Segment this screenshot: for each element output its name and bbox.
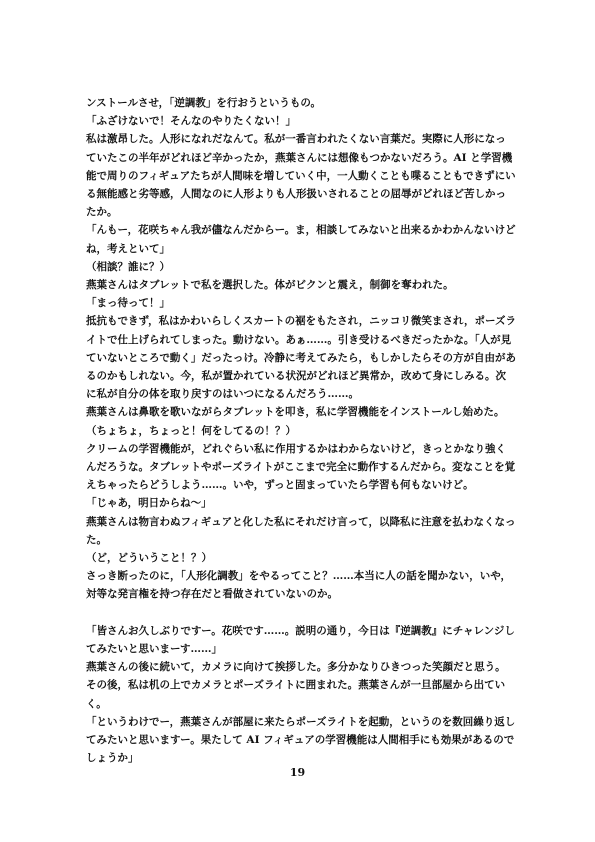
paragraph: クリームの学習機能が，どれぐらい私に作用するかはわからないけど，きっとかなり強くんだろうな。タブレットやポーズライトがここまで完全に動作するんだから。変なことを覚えちゃったらどうしよう……。いや，ずっと固まっていたら学習も何もないけど。 [86,442,516,492]
dialogue-line: 「んもー，花咲ちゃん我が儘なんだからー。ま，相談してみないと出来るかわかんないけどね，考えといて」 [86,224,516,255]
dialogue-line: 「皆さんお久しぶりですー。花咲です……。説明の通り，今日は『逆調教』にチャレンジしてみたいと思いまーす……」 [86,624,515,656]
section-break [86,604,516,622]
dialogue-line: 「ふざけないで！そんなのやりたくない！」 [86,115,296,128]
body-text [86,94,516,768]
paragraph: 燕葉さんはタブレットで私を選択した。体がビクンと震え，制御を奪われた。 [86,279,454,292]
paragraph: 抵抗もできず，私はかわいらしくスカートの裾をもたされ，ニッコリ微笑まされ，ポーズライトで仕上げられてしまった。動けない。あぁ……。引き受けるべきだったかな。「人が見ていないところで動く」だったっけ。冷静に考えてみたら，もしかしたらその方が自由があるのかもしれない。今，私が置かれている状況がどれほど異常か，改めて身にしみる。次に私が自分の体を取り戻すのはいつになるんだろう……。 [86,315,516,401]
paragraph: 燕葉さんは物言わぬフィギュアと化した私にそれだけ言って，以降私に注意を払わなくなった。 [86,515,516,546]
paragraph: ンストールさせ，「逆調教」を行おうというもの。 [86,97,321,109]
paragraph: 私は激昂した。人形になれだなんて。私が一番言われたくない言葉だ。実際に人形になっていたこの半年がどれほど辛かったか，燕葉さんには想像もつかないだろう。AI と学習機能で周りのフィギュアたちが人間味を増していく中，一人動くことも喋ることもできずにいる無能感と劣等感，人間なのに人形よりも人形扱いされることの屈辱がどれほど苦しかったか。 [86,133,516,219]
inner-thought: （相談？誰に？） [86,260,170,273]
paragraph: 燕葉さんは鼻歌を歌いながらタブレットを叩き，私に学習機能をインストールし始めた。 [86,406,505,419]
paragraph: さっき断ったのに，「人形化調教」をやるってこと？……本当に人の話を聞かない，いや，対等な発言権を持つ存在だと看做されていないのか。 [86,570,512,601]
dialogue-line: 「というわけでー，燕葉さんが部屋に来たらポーズライトを起動，というのを数回繰り返してみたいと思いますー。果たして AI フィギュアの学習機能は人間相手にも効果があるのでしょうか」 [86,715,516,765]
inner-thought: （ど，どういうこと！？） [86,552,212,565]
dialogue-line: 「じゃあ，明日からね～」 [86,497,212,510]
page-number: 19 [289,766,306,779]
inner-thought: （ちょちょ，ちょっと！何をしてるの！？） [86,424,296,437]
paragraph: 燕葉さんの後に続いて，カメラに向けて挨拶した。多分かなりひきつった笑顔だと思う。その後，私は机の上でカメラとポーズライトに囲まれた。燕葉さんが一旦部屋から出ていく。 [86,661,506,710]
dialogue-line: 「まっ待って！」 [86,297,170,310]
